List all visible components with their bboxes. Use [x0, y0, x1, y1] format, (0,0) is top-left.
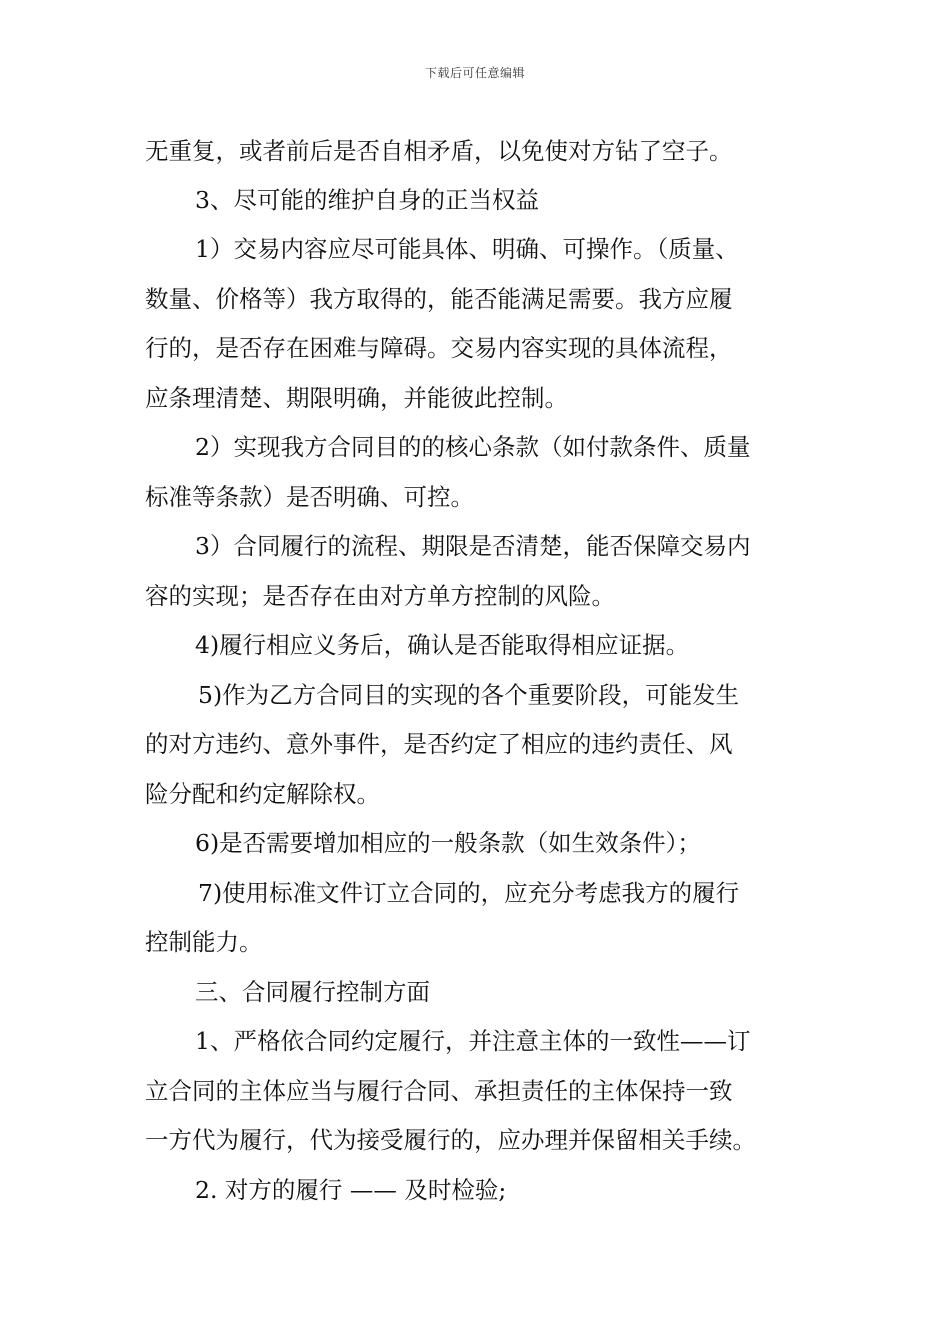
paragraph-line: 的对方违约、意外事件，是否约定了相应的违约责任、风 [145, 730, 733, 758]
section-heading: 三、合同履行控制方面 [195, 978, 430, 1006]
section-heading: 3、尽可能的维护自身的正当权益 [195, 186, 539, 214]
paragraph-line: 无重复，或者前后是否自相矛盾，以免使对方钻了空子。 [145, 137, 733, 165]
paragraph-line: 3）合同履行的流程、期限是否清楚，能否保障交易内 [195, 532, 751, 560]
paragraph-line: 1）交易内容应尽可能具体、明确、可操作。（质量、 [195, 235, 739, 263]
paragraph-line: 7)使用标准文件订立合同的，应充分考虑我方的履行 [198, 879, 740, 907]
paragraph-line: 险分配和约定解除权。 [145, 780, 380, 808]
paragraph-line: 标准等条款）是否明确、可控。 [145, 483, 474, 511]
paragraph-line: 5)作为乙方合同目的实现的各个重要阶段，可能发生 [198, 681, 740, 709]
paragraph-line: 行的，是否存在困难与障碍。交易内容实现的具体流程， [145, 334, 733, 362]
paragraph-line: 2）实现我方合同目的的核心条款（如付款条件、质量 [195, 433, 751, 461]
paragraph-line: 1、严格依合同约定履行，并注意主体的一致性——订 [195, 1027, 751, 1055]
paragraph-line: 应条理清楚、期限明确，并能彼此控制。 [145, 384, 568, 412]
paragraph-line: 数量、价格等）我方取得的，能否能满足需要。我方应履 [145, 285, 733, 313]
paragraph-line: 2. 对方的履行 —— 及时检验; [195, 1176, 507, 1204]
paragraph-line: 6)是否需要增加相应的一般条款（如生效条件）； [195, 829, 701, 857]
paragraph-line: 控制能力。 [145, 928, 263, 956]
page-header-note: 下载后可任意编辑 [424, 66, 525, 80]
paragraph-line: 4)履行相应义务后，确认是否能取得相应证据。 [195, 631, 690, 659]
paragraph-line: 容的实现；是否存在由对方单方控制的风险。 [145, 582, 615, 610]
paragraph-line: 立合同的主体应当与履行合同、承担责任的主体保持一致 [145, 1077, 733, 1105]
paragraph-line: 一方代为履行，代为接受履行的，应办理并保留相关手续。 [145, 1126, 756, 1154]
